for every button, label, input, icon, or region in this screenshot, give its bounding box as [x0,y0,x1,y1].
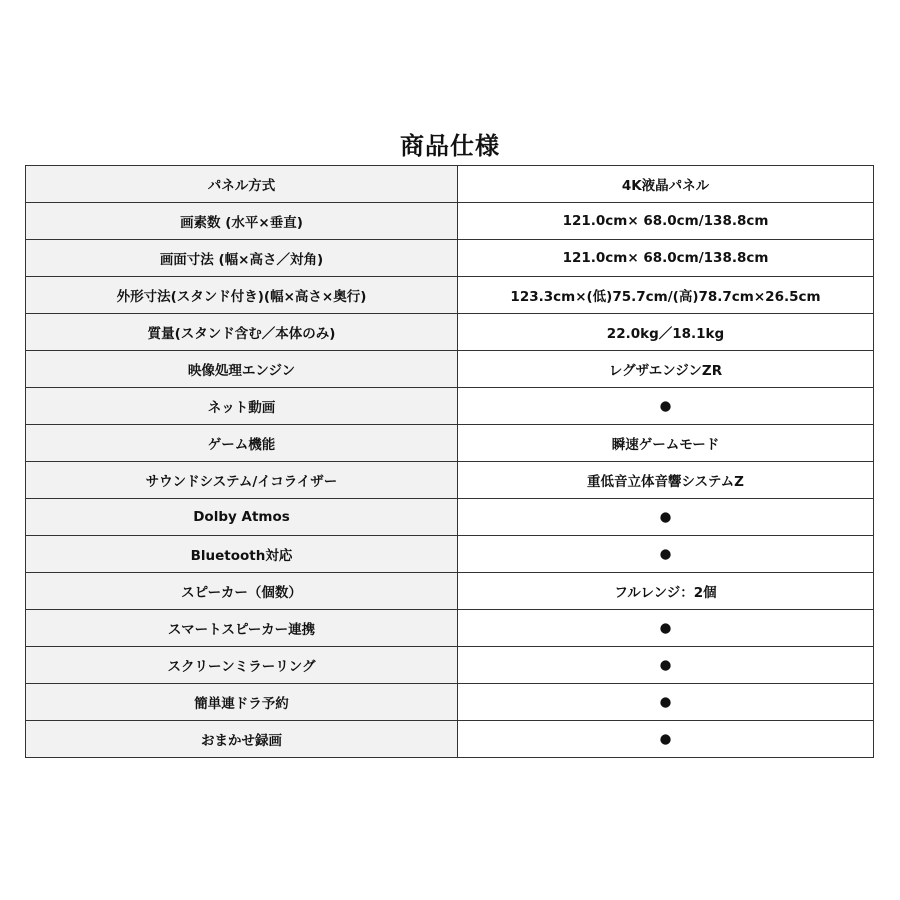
spec-label: おまかせ録画 [26,721,458,758]
spec-label: 画面寸法 (幅×高さ／対角) [26,240,458,277]
table-row [26,166,874,203]
spec-label: ゲーム機能 [26,425,458,462]
supported-dot-icon: ● [458,536,874,573]
spec-label: スクリーンミラーリング [26,647,458,684]
spec-label: スピーカー（個数） [26,573,458,610]
spec-label: 質量(スタンド含む／本体のみ) [26,314,458,351]
table-row [26,647,874,684]
table-row [26,610,874,647]
table-row [26,573,874,610]
table-row [26,425,874,462]
table-row [26,536,874,573]
spec-value: レグザエンジンZR [458,351,874,388]
spec-label: Bluetooth対応 [26,536,458,573]
supported-dot-icon: ● [458,610,874,647]
table-row [26,277,874,314]
spec-value: 瞬速ゲームモード [458,425,874,462]
table-row [26,684,874,721]
table-row [26,462,874,499]
spec-value: フルレンジ：2個 [458,573,874,610]
spec-value: 123.3cm×(低)75.7cm/(高)78.7cm×26.5cm [458,277,874,314]
spec-value: 22.0kg／18.1kg [458,314,874,351]
spec-value: 121.0cm× 68.0cm/138.8cm [458,203,874,240]
table-row [26,351,874,388]
table-row [26,203,874,240]
table-row [26,499,874,536]
table-row [26,240,874,277]
table-row [26,721,874,758]
page-title: 商品仕様 [400,132,500,160]
supported-dot-icon: ● [458,388,874,425]
supported-dot-icon: ● [458,647,874,684]
spec-label: 簡単連ドラ予約 [26,684,458,721]
supported-dot-icon: ● [458,721,874,758]
spec-table [25,165,874,758]
spec-table-body [26,166,874,758]
table-row [26,388,874,425]
supported-dot-icon: ● [458,684,874,721]
spec-label: スマートスピーカー連携 [26,610,458,647]
table-row [26,314,874,351]
spec-label: 外形寸法(スタンド付き)(幅×高さ×奥行) [26,277,458,314]
spec-value: 重低音立体音響システムZ [458,462,874,499]
spec-value: 4K液晶パネル [458,166,874,203]
spec-label: サウンドシステム/イコライザー [26,462,458,499]
spec-value: 121.0cm× 68.0cm/138.8cm [458,240,874,277]
spec-label: パネル方式 [26,166,458,203]
supported-dot-icon: ● [458,499,874,536]
spec-label: Dolby Atmos [26,499,458,536]
spec-label: 画素数 (水平×垂直) [26,203,458,240]
spec-label: ネット動画 [26,388,458,425]
spec-label: 映像処理エンジン [26,351,458,388]
